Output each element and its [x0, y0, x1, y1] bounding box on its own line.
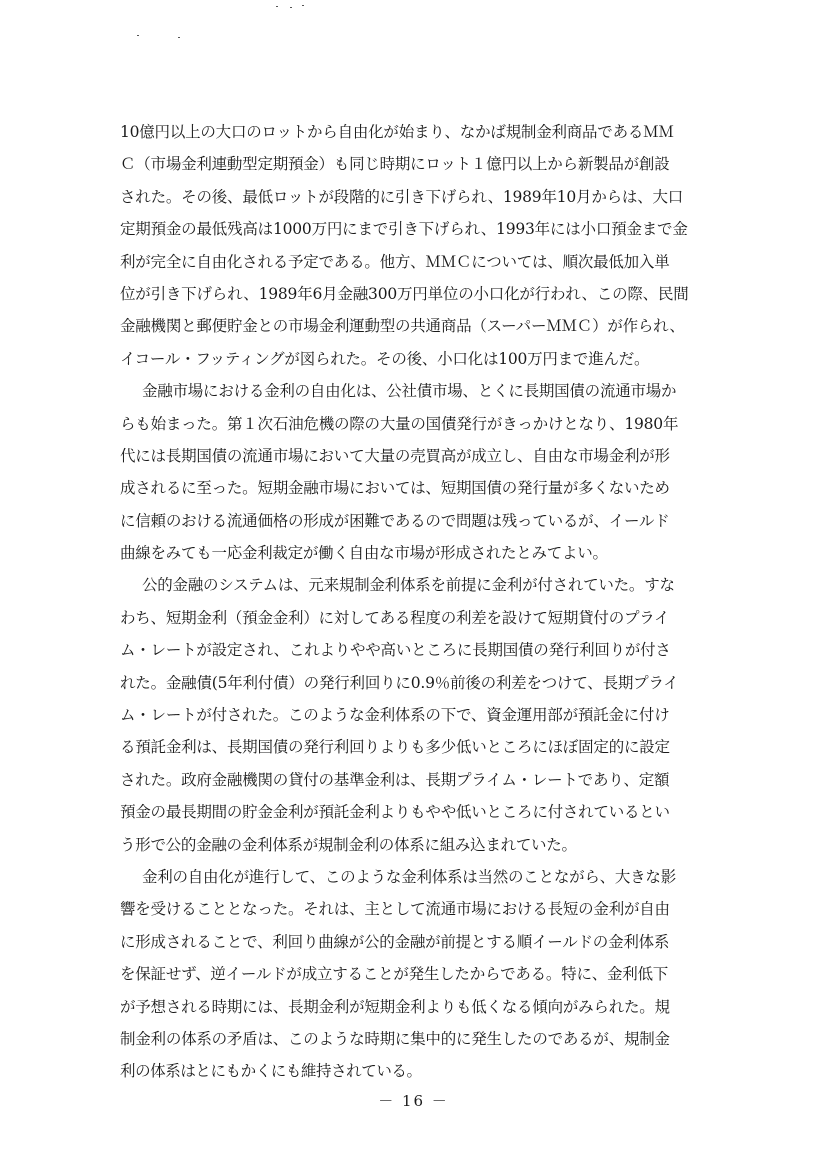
text-line: ム・レートが付された。このような金利体系の下で、資金運用部が預託金に付け	[120, 706, 670, 725]
text-line: ム・レートが設定され、これよりやや高いところに長期国債の発行利回りが付さ	[120, 641, 671, 660]
text-line: 響を受けることとなった。それは、主として流通市場における長短の金利が自由	[120, 900, 670, 919]
scan-speck	[276, 6, 278, 7]
text-line: 代には長期国債の流通市場において大量の売買高が成立し、自由な市場金利が形	[120, 446, 670, 465]
text-line: された。その後、最低ロットが段階的に引き下げられ、1989年10月からは、大口	[120, 187, 684, 206]
text-line: に信頼のおける流通価格の形成が困難であるので問題は残っているが、イールド	[120, 511, 670, 530]
text-line: 位が引き下げられ、1989年6月金融300万円単位の小口化が行われ、この際、民間	[120, 284, 689, 303]
text-line: 利が完全に自由化される予定である。他方、ＭＭＣについては、順次最低加入単	[120, 252, 670, 271]
text-line: イコール・フッティングが図られた。その後、小口化は100万円まで進んだ。	[120, 349, 650, 368]
text-line: された。政府金融機関の貸付の基準金利は、長期プライム・レートであり、定額	[120, 770, 670, 789]
text-line: 金融機関と郵便貯金との市場金利運動型の共通商品（スーパーＭＭＣ）が作られ、	[120, 317, 685, 336]
text-line: 10億円以上の大口のロットから自由化が始まり、なかば規制金利商品であるＭＭ	[120, 123, 674, 141]
text-line: 利の体系はとにもかくにも維持されている。	[120, 1062, 422, 1081]
text-line: 制金利の体系の矛盾は、このような時期に集中的に発生したのであるが、規制金	[120, 1029, 670, 1048]
scan-speck	[137, 35, 139, 36]
body-text	[120, 116, 720, 1088]
text-line: 預金の最長期間の貯金金利が預託金利よりもやや低いところに付されているとい	[120, 803, 670, 822]
page-number: － 16 －	[378, 1092, 449, 1110]
text-line: わち、短期金利（預金金利）に対してある程度の利差を設けて短期貸付のプライ	[120, 608, 670, 627]
text-line: る預託金利は、長期国債の発行利回りよりも多少低いところにほぼ固定的に設定	[120, 738, 670, 757]
text-line: 定期預金の最低残高は1000万円にまで引き下げられ、1993年には小口預金まで金	[120, 220, 688, 239]
scan-speck	[302, 5, 304, 6]
text-line: が予想される時期には、長期金利が短期金利よりも低くなる傾向がみられた。規	[120, 997, 670, 1016]
text-line: を保証せず、逆イールドが成立することが発生したからである。特に、金利低下	[120, 965, 669, 984]
scan-speck	[178, 37, 180, 38]
text-line: う形で公的金融の金利体系が規制金利の体系に組み込まれていた。	[120, 835, 577, 854]
text-line: らも始まった。第１次石油危機の際の大量の国債発行がきっかけとなり、1980年	[120, 414, 679, 433]
text-line: れた。金融債(5年利付債）の発行利回りに0.9％前後の利差をつけて、長期プライ	[120, 673, 679, 692]
text-line: 金融市場における金利の自由化は、公社債市場、とくに長期国債の流通市場か	[142, 382, 677, 401]
text-line: に形成されることで、利回り曲線が公的金融が前提とする順イールドの金利体系	[120, 932, 670, 951]
text-line: 公的金融のシステムは、元来規制金利体系を前提に金利が付されていた。すな	[142, 576, 675, 595]
text-line: Ｃ（市場金利連動型定期預金）も同じ時期にロット１億円以上から新製品が創設	[120, 155, 670, 174]
scan-speck	[290, 7, 292, 8]
text-line: 金利の自由化が進行して、このような金利体系は当然のことながら、大きな影	[142, 867, 676, 886]
text-line: 成されるに至った。短期金融市場においては、短期国債の発行量が多くないため	[120, 479, 670, 498]
text-line: 曲線をみても一応金利裁定が働く自由な市場が形成されたとみてよい。	[120, 544, 608, 563]
